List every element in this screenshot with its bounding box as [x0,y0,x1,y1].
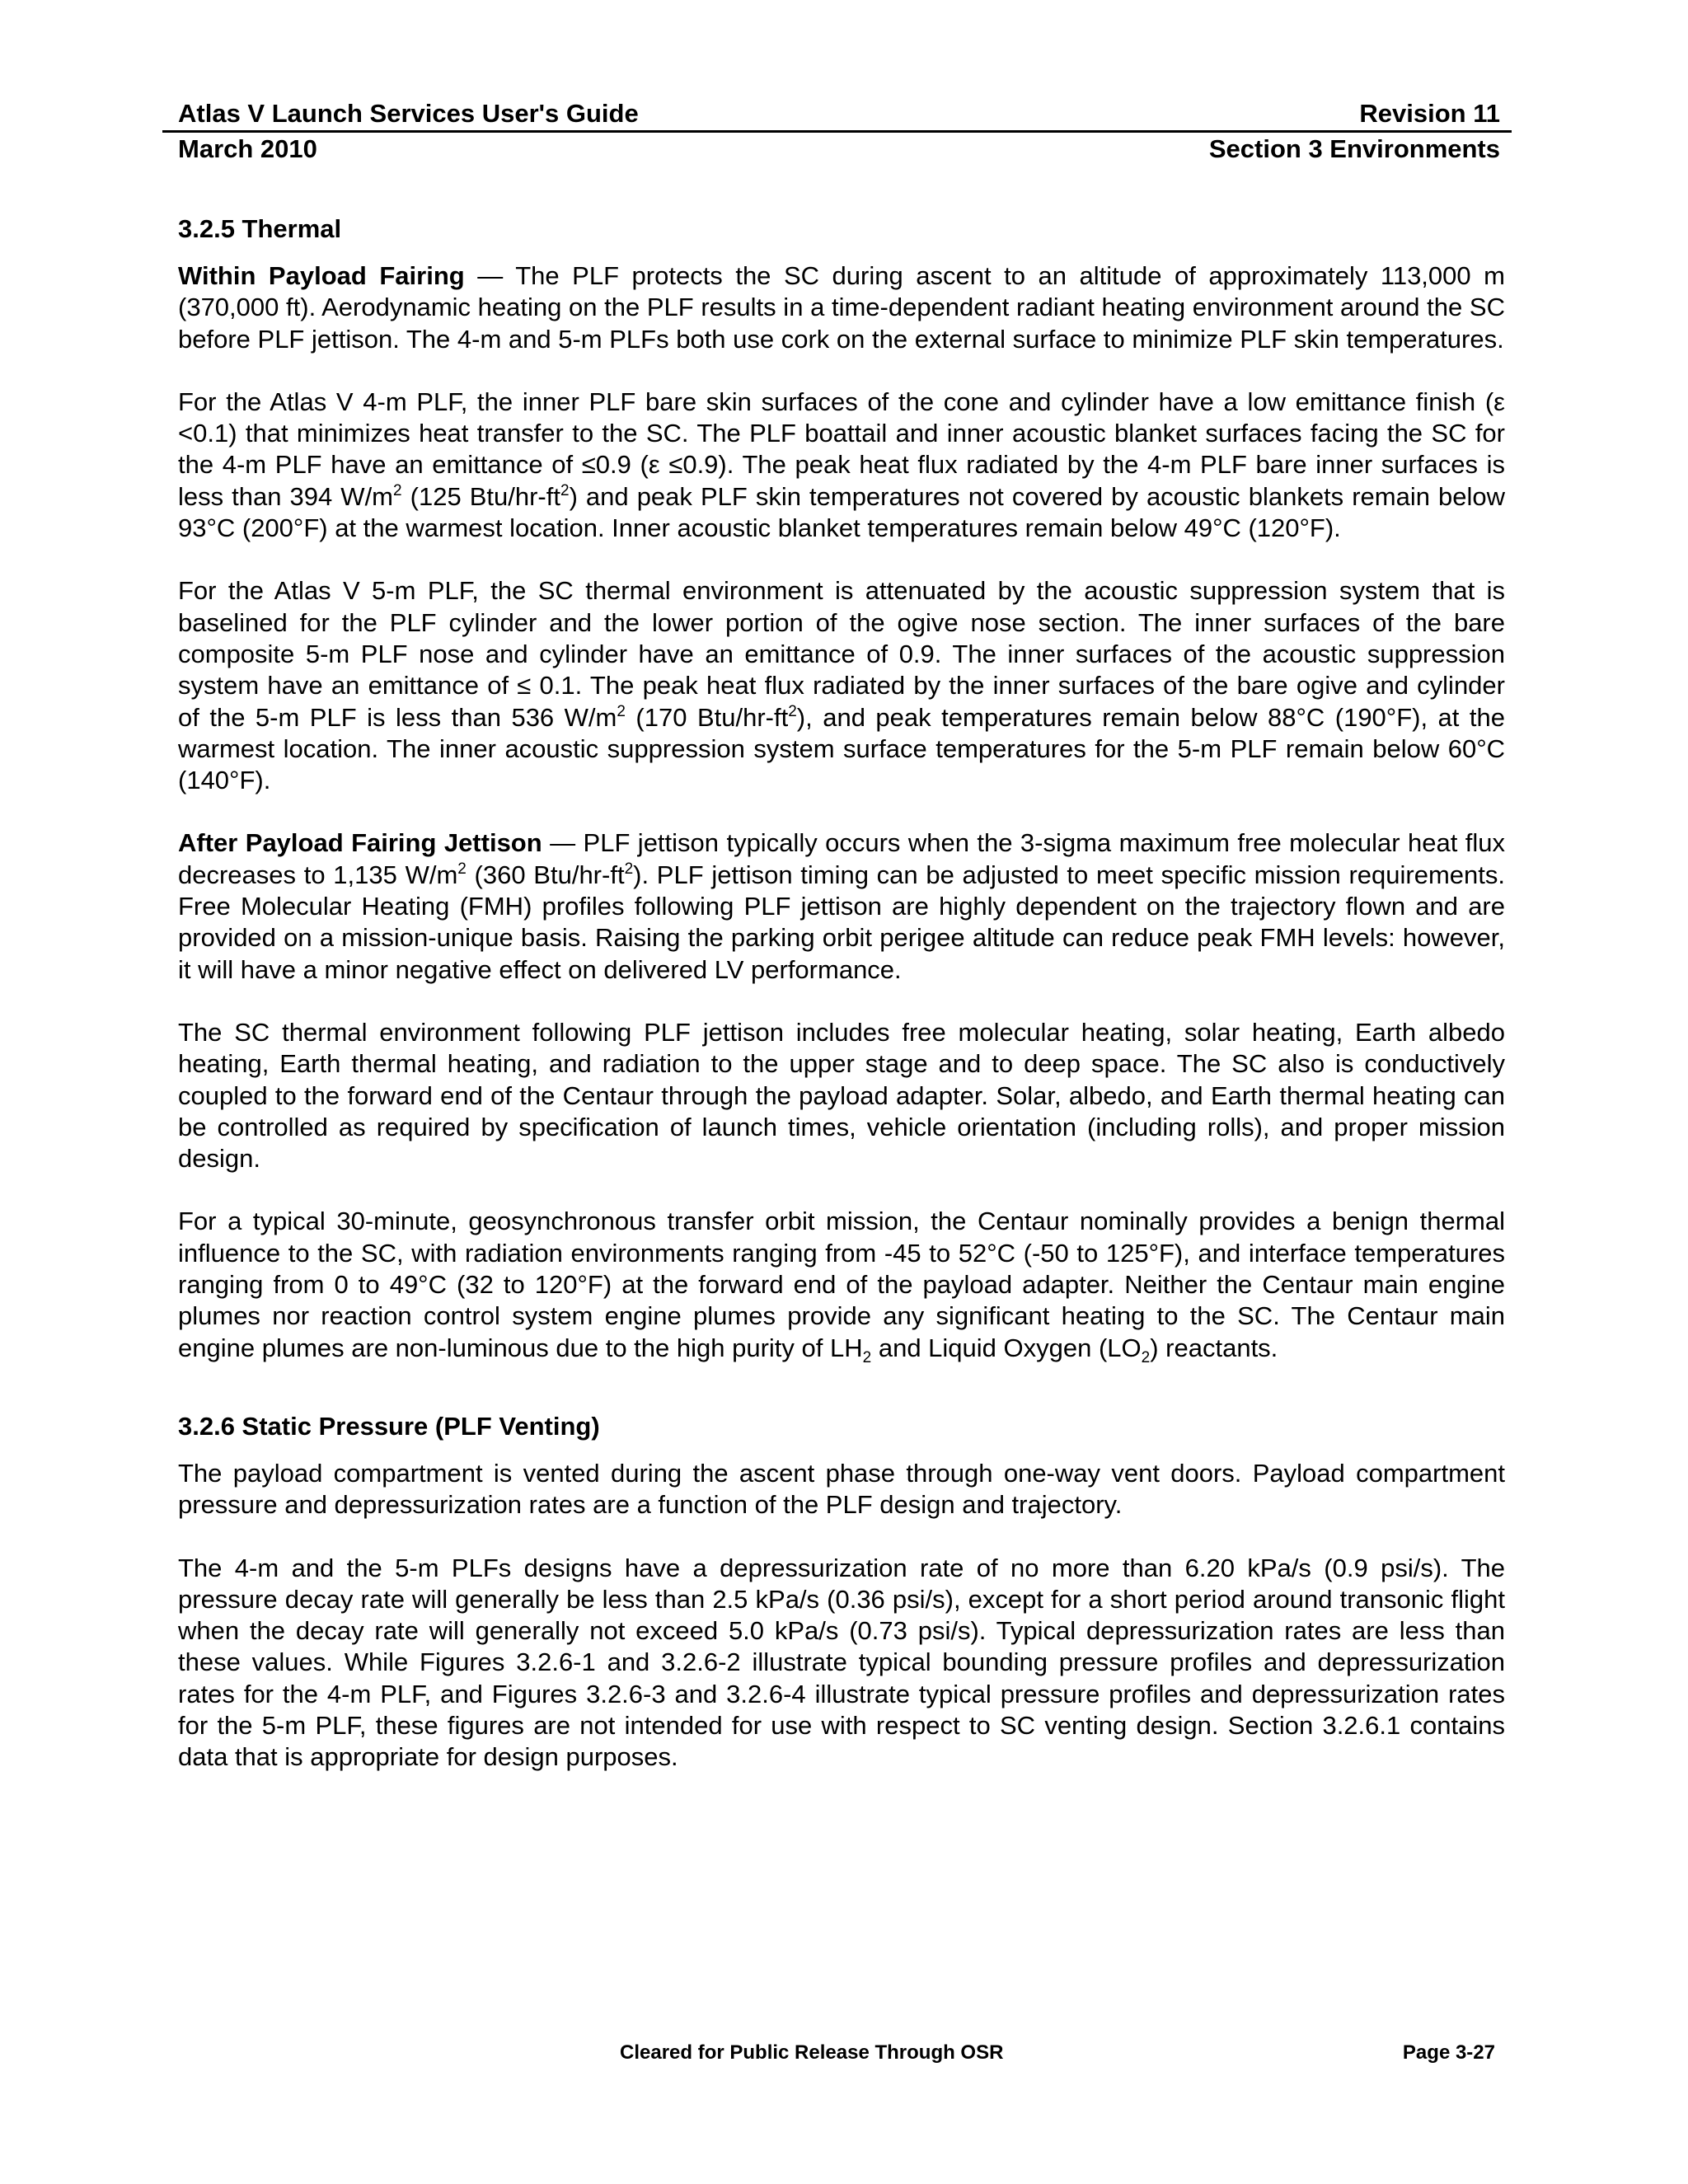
header-revision: Revision 11 [1359,99,1500,128]
header-date: March 2010 [178,134,317,163]
document-body [178,213,1505,1774]
paragraph-4m-plf: For the Atlas V 4-m PLF, the inner PLF bare skin surfaces of the cone and cylinder have a low emittance finish (ε <0.1) that minimizes heat transfer to the SC. The PLF boattail and inner acoustic blanket surfaces facing the SC for the 4-m PLF have an emittance of ≤0.9 (ε ≤0.9). The peak heat flux radiated by the 4-m PLF bare inner surfaces is less than 394 $W/m^2$ (125 Btu/$hr-ft^2$) and peak PLF skin temperatures not covered by acoustic blankets remain below 93°C (200°F) at the warmest location. Inner acoustic blanket temperatures remain below 49°C (120°F). [178,387,1506,543]
paragraph-after-jettison: After Payload Fairing Jettison — PLF jettison typically occurs when the 3-sigma maximum free molecular heat flux decreases to 1,135 $W/m^2$ (360 Btu/$hr-ft^2$). PLF jettison timing can be adjusted to meet specific mission requirements. Free Molecular Heating (FMH) profiles following PLF jettison are highly dependent on the trajectory flown and are provided on a mission-unique basis. Raising the parking orbit perigee altitude can reduce peak FMH levels: however, it will have a minor negative effect on delivered LV performance. [178,828,1505,984]
footer-release: Cleared for Public Release Through OSR [620,2041,1004,2064]
paragraph-depressurization: The 4-m and the 5-m PLFs designs have a depressurization rate of no more than 6.20 kPa/s (0.9 psi/s). The pressure decay rate will generally be less than 2.5 kPa/s (0.36 psi/s), except for a short period around transonic flight when the decay rate will generally not exceed 5.0 kPa/s (0.73 psi/s). Typical depressurization rates are less than these values. While Figures 3.2.6-1 and 3.2.6-2 illustrate typical bounding pressure profiles and depressurization rates for the 4-m PLF, and Figures 3.2.6-3 and 3.2.6-4 illustrate typical pressure profiles and depressurization rates for the 5-m PLF, these figures are not intended for use with respect to SC venting design. Section 3.2.6.1 contains data that is appropriate for design purposes. [178,1553,1505,1772]
section-heading-static-pressure: 3.2.6 Static Pressure (PLF Venting) [178,1411,600,1441]
paragraph-gto-mission: For a typical 30-minute, geosynchronous transfer orbit mission, the Centaur nominally provides a benign thermal influence to the SC, with radiation environments ranging from -45 to 52°C (-50 to 125°F), and interface temperatures ranging from 0 to 49°C (32 to 120°F) at the forward end of the payload adapter. Neither the Centaur main engine plumes nor reaction control system engine plumes provide any significant heating to the SC. The Centaur main engine plumes are non-luminous due to the high purity of $LH_2$ and Liquid Oxygen $(LO_2)$ reactants. [178,1207,1505,1366]
paragraph-sc-thermal-environment: The SC thermal environment following PLF jettison includes free molecular heating, solar heating, Earth albedo heating, Earth thermal heating, and radiation to the upper stage and to deep space. The SC also is conductively coupled to the forward end of the Centaur through the payload adapter. Solar, albedo, and Earth thermal heating can be controlled as required by specification of launch times, vehicle orientation (including rolls), and proper mission design. [178,1017,1505,1174]
header-title: Atlas V Launch Services User's Guide [178,99,639,128]
paragraph-lead: Within Payload Fairing [178,261,465,290]
paragraph-lead: After Payload Fairing Jettison [178,828,542,858]
section-heading-thermal: 3.2.5 Thermal [178,214,342,243]
header-section: Section 3 Environments [1208,134,1500,163]
paragraph-within-payload-fairing: Within Payload Fairing — The PLF protects the SC during ascent to an altitude of approximately 113,000 m (370,000 ft). Aerodynamic heating on the PLF results in a time-dependent radiant heating environment around the SC before PLF jettison. The 4-m and 5-m PLFs both use cork on the external surface to minimize PLF skin temperatures. [178,261,1505,354]
paragraph-payload-venting: The payload compartment is vented during the ascent phase through one-way vent doors. Payload compartment pressure and depressurization rates are a function of the PLF design and trajectory. [178,1458,1505,1520]
paragraph-5m-plf: For the Atlas V 5-m PLF, the SC thermal environment is attenuated by the acoustic suppression system that is baselined for the PLF cylinder and the lower portion of the ogive nose section. The inner surfaces of the bare composite 5-m PLF nose and cylinder have an emittance of 0.9. The inner surfaces of the acoustic suppression system have an emittance of ≤ 0.1. The peak heat flux radiated by the inner surfaces of the bare ogive and cylinder of the 5-m PLF is less than 536 $W/m^2$ (170 Btu/$hr-ft^2$), and peak temperatures remain below 88°C (190°F), at the warmest location. The inner acoustic suppression system surface temperatures for the 5-m PLF remain below 60°C (140°F). [178,576,1505,795]
footer-page-number: Page 3-27 [1402,2041,1495,2064]
